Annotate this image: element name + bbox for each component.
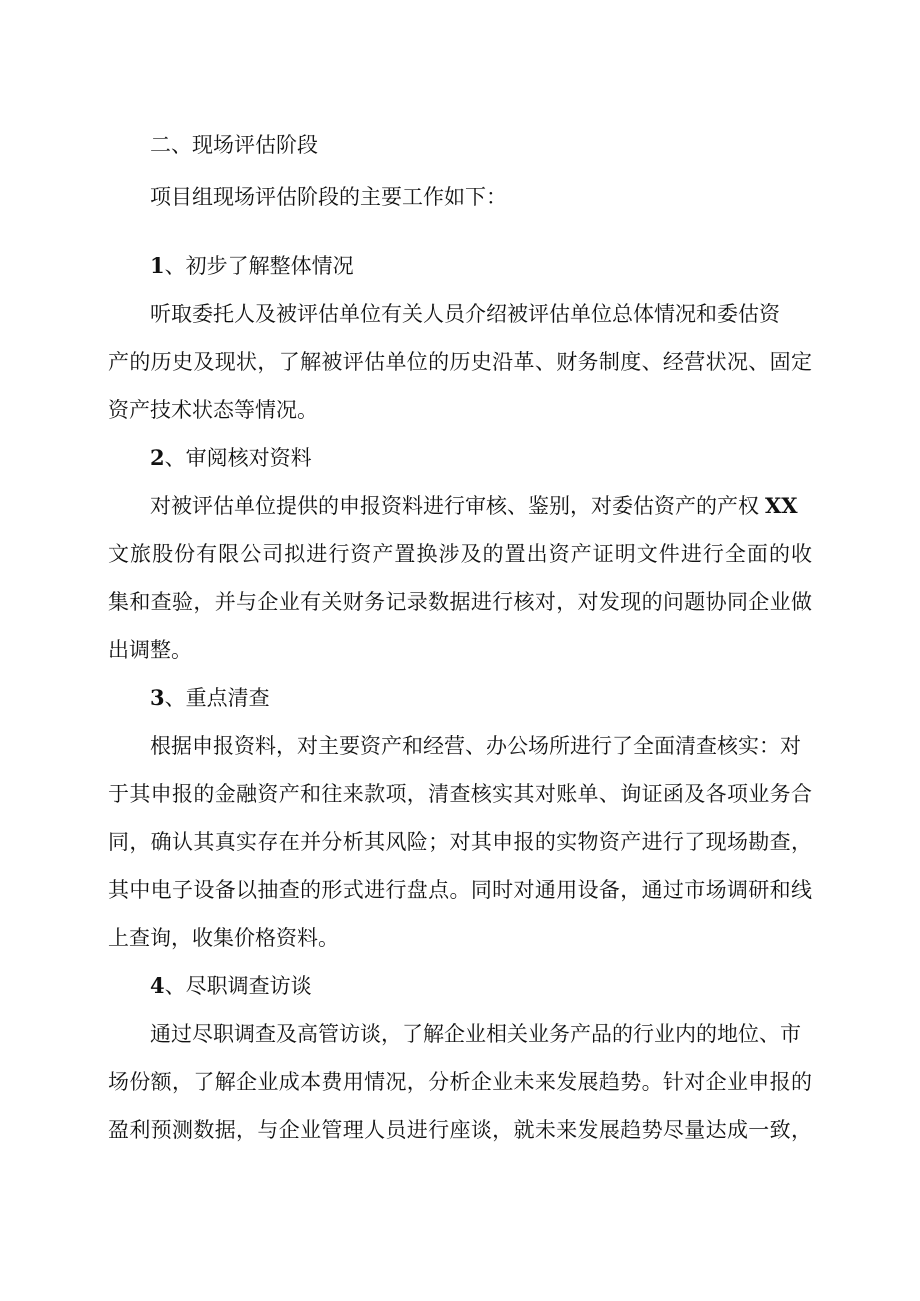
item-3-line-4: 其中电子设备以抽查的形式进行盘点。同时对通用设备，通过市场调研和线 bbox=[108, 878, 812, 902]
item-number: 2 bbox=[150, 445, 165, 470]
item-2-line-4: 出调整。 bbox=[108, 638, 192, 662]
item-4-line-3: 盈利预测数据，与企业管理人员进行座谈，就未来发展趋势尽量达成一致， bbox=[108, 1118, 812, 1142]
item-3-line-5: 上查询，收集价格资料。 bbox=[108, 926, 339, 950]
item-4-line-2: 场份额，了解企业成本费用情况，分析企业未来发展趋势。针对企业申报的 bbox=[108, 1070, 812, 1094]
item-3-heading bbox=[0, 683, 920, 713]
item-2-line-1 bbox=[0, 491, 920, 521]
item-heading-text: 、重点清查 bbox=[164, 686, 270, 710]
item-2-line-3: 集和查验，并与企业有关财务记录数据进行核对，对发现的问题协同企业做 bbox=[108, 590, 812, 614]
item-3-line-3: 同，确认其真实存在并分析其风险；对其申报的实物资产进行了现场勘查， bbox=[108, 830, 812, 854]
item-1-line-3: 资产技术状态等情况。 bbox=[108, 398, 318, 422]
item-2-line-1-text: 对被评估单位提供的申报资料进行审核、鉴别，对委估资产的产权 bbox=[150, 494, 759, 518]
item-3-line-2: 于其申报的金融资产和往来款项，清查核实其对账单、询证函及各项业务合 bbox=[108, 782, 812, 806]
item-2-heading bbox=[0, 443, 920, 473]
company-code: XX bbox=[765, 493, 798, 518]
item-heading-text: 、尽职调查访谈 bbox=[164, 974, 312, 998]
section-title: 二、现场评估阶段 bbox=[150, 133, 318, 157]
item-4-heading bbox=[0, 971, 920, 1001]
item-2-line-2: 文旅股份有限公司拟进行资产置换涉及的置出资产证明文件进行全面的收 bbox=[108, 542, 812, 566]
item-1-heading bbox=[0, 251, 920, 281]
item-1-line-1: 听取委托人及被评估单位有关人员介绍被评估单位总体情况和委估资 bbox=[150, 302, 780, 326]
item-heading-text: 、初步了解整体情况 bbox=[164, 254, 354, 278]
item-heading-text: 、审阅核对资料 bbox=[164, 446, 312, 470]
item-number: 4 bbox=[150, 973, 165, 998]
item-1-line-2: 产的历史及现状，了解被评估单位的历史沿革、财务制度、经营状况、固定 bbox=[108, 350, 812, 374]
item-number: 3 bbox=[150, 685, 165, 710]
intro-paragraph: 项目组现场评估阶段的主要工作如下： bbox=[150, 185, 507, 209]
item-number: 1 bbox=[150, 253, 165, 278]
item-4-line-1: 通过尽职调查及高管访谈，了解企业相关业务产品的行业内的地位、市 bbox=[150, 1022, 801, 1046]
item-3-line-1: 根据申报资料，对主要资产和经营、办公场所进行了全面清查核实：对 bbox=[150, 734, 801, 758]
